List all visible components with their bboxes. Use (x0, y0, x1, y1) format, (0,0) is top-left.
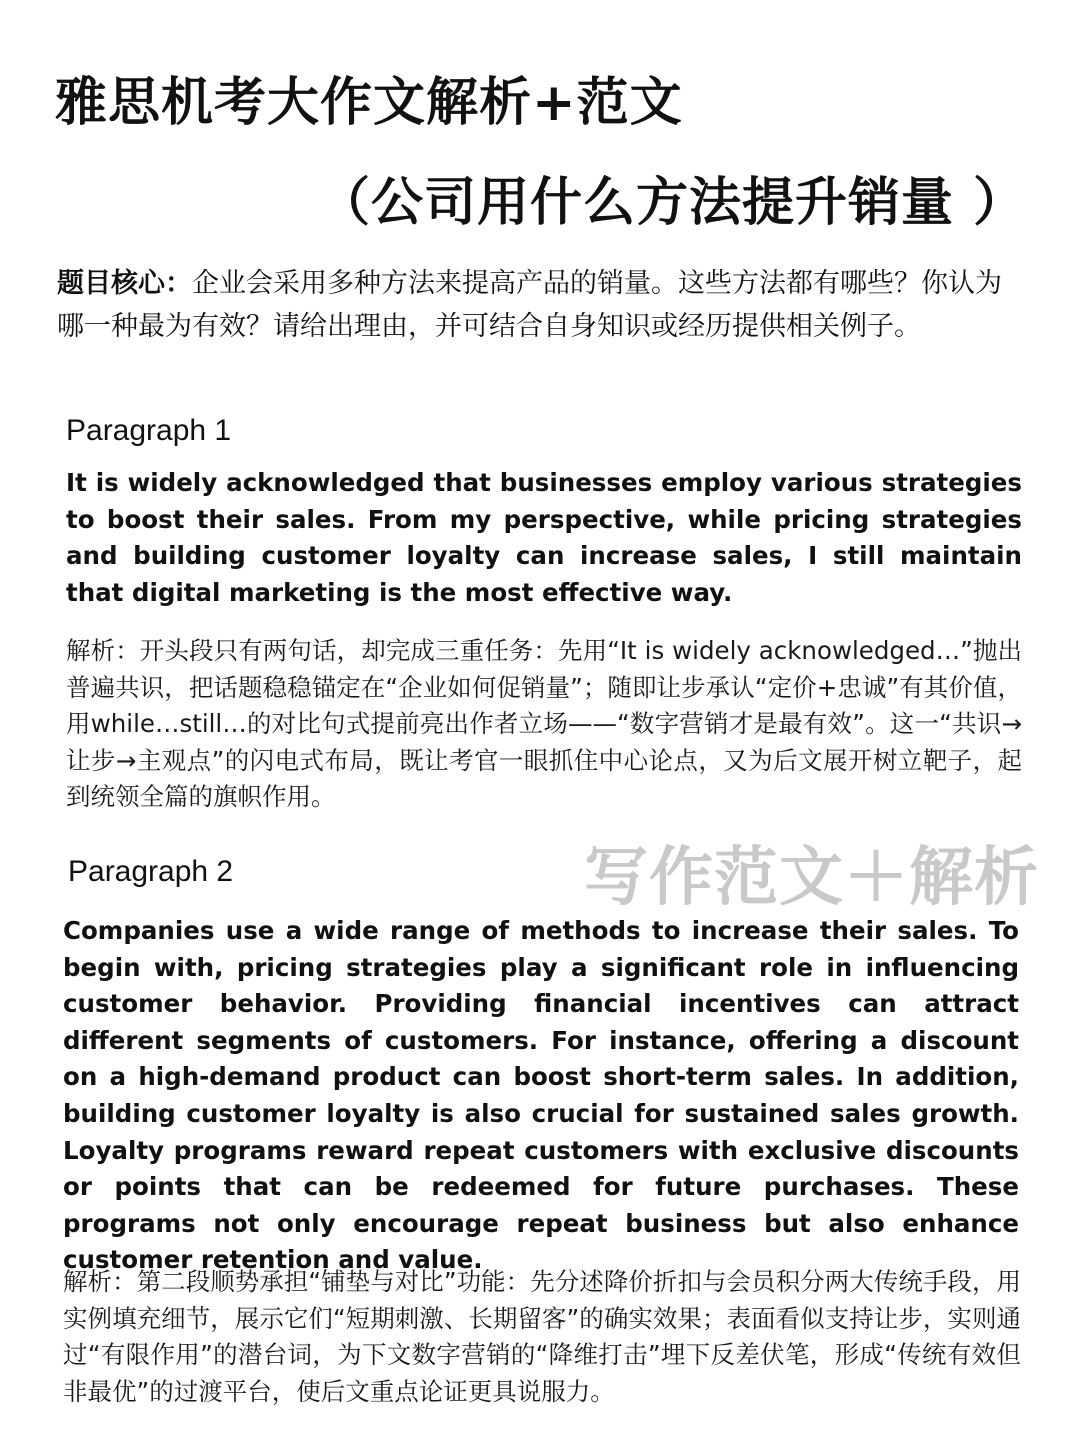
paragraph1-text: It is widely acknowledged that businesses employ various strategies to boost their sales. From my perspective, while pricing strategies and building customer loyalty can increase sales, I still maintain that digital marketing is the most effective way. (66, 468, 1022, 607)
paragraph2-heading: Paragraph 2 (68, 855, 234, 888)
paragraph2-analysis: 解析：第二段顺势承担“铺垫与对比”功能：先分述降价折扣与会员积分两大传统手段，用实例填充细节，展示它们“短期刺激、长期留客”的确实效果；表面看似支持让步，实则通过“有限作用”的潜台词，为下文数字营销的“降维打击”埋下反差伏笔，形成“传统有效但非最优”的过渡平台，使后文重点论证更具说服力。 (63, 1267, 1021, 1406)
question-label: 题目核心： (57, 268, 192, 299)
page-subtitle: （公司用什么方法提升销量 ） (318, 173, 1027, 233)
page-title: 雅思机考大作文解析+范文 (55, 73, 683, 133)
question-block (57, 262, 1007, 348)
paragraph2-text: Companies use a wide range of methods to increase their sales. To begin with, pricing strategies play a significant role in influencing customer behavior. Providing financial incentives can attract different segments of customers. For instance, offering a discount on a high-demand product can boost short-term sales. In addition, building customer loyalty is also crucial for sustained sales growth. Loyalty programs reward repeat customers with exclusive discounts or points that can be redeemed for future purchases. These programs not only encourage repeat business but also enhance customer retention and value. (63, 916, 1019, 1275)
watermark: 写作范文＋解析 (584, 841, 1039, 915)
question-text: 企业会采用多种方法来提高产品的销量。这些方法都有哪些？你认为哪一种最为有效？请给出理由，并可结合自身知识或经历提供相关例子。 (57, 268, 1002, 342)
paragraph1-analysis: 解析：开头段只有两句话，却完成三重任务：先用“It is widely acknowledged…”抛出普遍共识，把话题稳稳锚定在“企业如何促销量”；随即让步承认“定价+忠诚”有其价值，用while…still…的对比句式提前亮出作者立场——“数字营销才是最有效”。这一“共识→让步→主观点”的闪电式布局，既让考官一眼抓住中心论点，又为后文展开树立靶子，起到统领全篇的旗帜作用。 (66, 636, 1022, 812)
paragraph1-heading: Paragraph 1 (66, 414, 232, 447)
